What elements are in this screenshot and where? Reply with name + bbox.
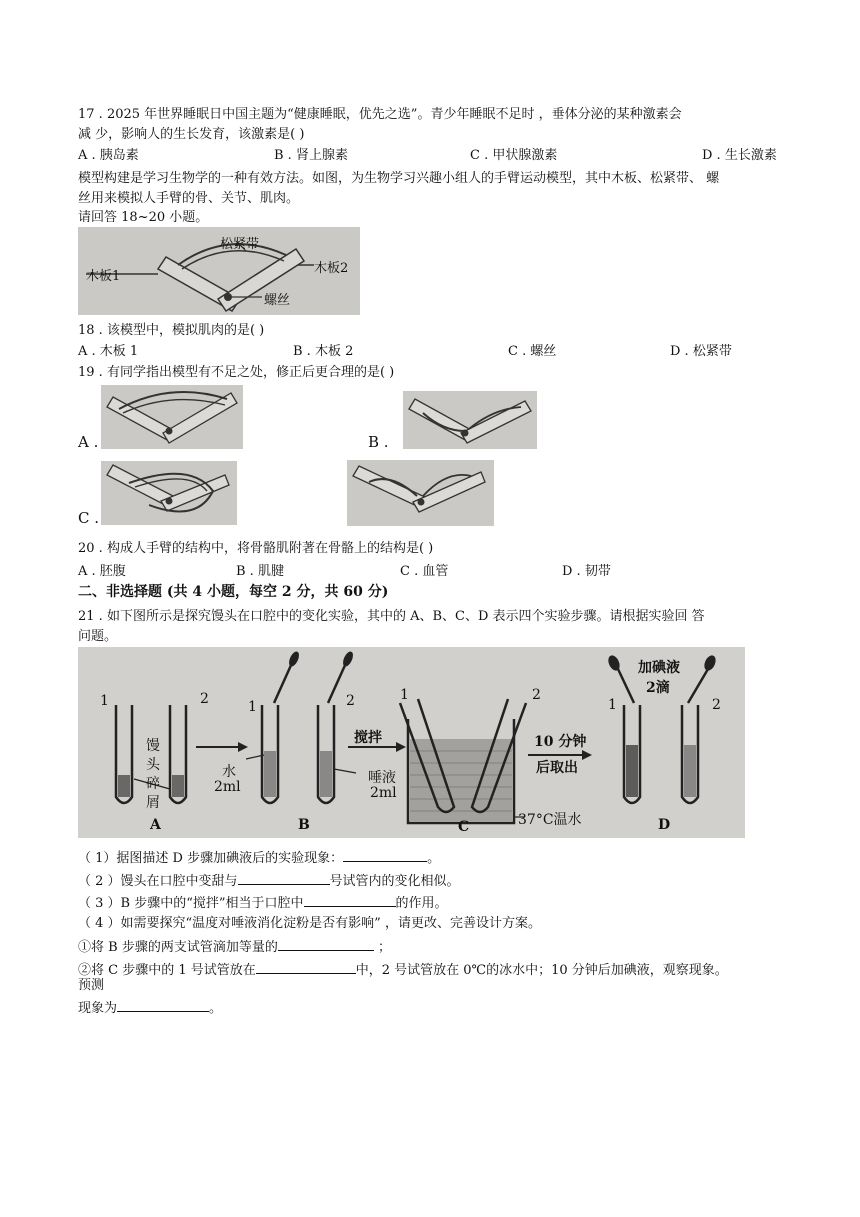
q21-sub1-text: （ 1）据图描述 D 步骤加碘液后的实验现象： <box>78 851 344 866</box>
q21-sub4-1 <box>78 937 391 956</box>
answer-blank-4[interactable] <box>278 937 374 951</box>
step-label-a: A <box>150 817 161 833</box>
answer-blank-1[interactable] <box>343 848 427 862</box>
q21-sub2 <box>78 871 460 890</box>
tube-number-a2: 2 <box>200 691 209 707</box>
q21-sub3-end: 的作用。 <box>395 896 448 911</box>
q19-stem: 19 . 有同学指出模型有不足之处，修正后更合理的是( ) <box>78 365 395 380</box>
answer-blank-5[interactable] <box>256 960 356 974</box>
tube-number-d1: 1 <box>608 697 617 713</box>
experiment-figure <box>78 647 745 838</box>
iodine-label-2: 2滴 <box>646 680 670 696</box>
q17-option-c: C . 甲状腺激素 <box>470 148 558 163</box>
time-label-1: 10 分钟 <box>534 734 587 750</box>
arm-model-figure <box>78 227 360 315</box>
intro-line3: 请回答 18~20 小题。 <box>78 210 209 225</box>
q21-sub4-4-text: 现象为 <box>78 1001 118 1016</box>
q17-line1: 17 . 2025 年世界睡眠日中国主题为“健康睡眠，优先之选”。青少年睡眠不足时 ，垂体分泌的某种激素会 <box>78 107 682 122</box>
q19-option-b-figure <box>403 391 537 449</box>
q18-option-d: D . 松紧带 <box>670 344 732 359</box>
tube-number-b1: 1 <box>248 699 257 715</box>
q18-option-a: A . 木板 1 <box>78 344 139 359</box>
q17-option-b: B . 肾上腺素 <box>274 148 348 163</box>
tube-number-a1: 1 <box>100 693 109 709</box>
label-screw: 螺丝 <box>264 293 291 308</box>
q21-line2: 问题。 <box>78 629 118 644</box>
water-label: 水 <box>222 764 236 780</box>
tube-number-c1: 1 <box>400 687 409 703</box>
bath-label: 37°C温水 <box>518 812 582 828</box>
q18-option-b: B . 木板 2 <box>293 344 354 359</box>
q21-sub4: （ 4 ）如需要探究“温度对唾液消化淀粉是否有影响” ，请更改、完善设计方案。 <box>78 916 541 931</box>
intro-line2: 丝用来模拟人手臂的骨、关节、肌肉。 <box>78 191 300 206</box>
q17-option-a: A . 胰岛素 <box>78 148 139 163</box>
q21-sub4-2-end: 中，2 号试管放在 0℃的冰水中；10 分钟后加碘液，观察现象。 <box>355 963 728 978</box>
tube-number-b2: 2 <box>346 693 355 709</box>
q21-sub4-4 <box>78 998 222 1017</box>
step-label-c: C <box>458 819 470 835</box>
tube-number-d2: 2 <box>712 697 721 713</box>
q18-option-c: C . 螺丝 <box>508 344 557 359</box>
q21-sub1-end: 。 <box>427 851 441 866</box>
answer-blank-2[interactable] <box>238 871 330 885</box>
q21-sub4-2-text: ②将 C 步骤中的 1 号试管放在 <box>78 963 256 978</box>
q21-sub4-1-text: ①将 B 步骤的两支试管滴加等量的 <box>78 940 278 955</box>
saliva-volume-label: 2ml <box>370 785 397 801</box>
q19-label-c: C . <box>78 509 100 527</box>
q19-label-a: A . <box>78 433 99 451</box>
q19-option-d-figure <box>347 460 494 526</box>
q21-sub2-text: （ 2 ）馒头在口腔中变甜与 <box>78 874 238 889</box>
q21-sub4-3: 预测 <box>78 978 105 993</box>
q19-option-c-figure <box>101 461 237 525</box>
tube-number-c2: 2 <box>532 687 541 703</box>
q17-option-d: D . 生长激素 <box>702 148 777 163</box>
saliva-label: 唾液 <box>368 770 396 786</box>
q21-line1: 21 . 如下图所示是探究馒头在口腔中的变化实验，其中的 A、B、C、D 表示四个实验步骤。请根据实验回 答 <box>78 609 705 624</box>
section2-heading: 二、非选择题 (共 4 小题，每空 2 分，共 60 分) <box>78 584 389 600</box>
q21-sub4-2 <box>78 960 728 979</box>
label-band: 松紧带 <box>220 237 260 252</box>
water-volume-label: 2ml <box>214 779 241 795</box>
stir-label: 搅拌 <box>354 730 382 746</box>
q21-sub4-4-end: 。 <box>209 1001 223 1016</box>
q21-sub4-1-end: ； <box>373 940 391 955</box>
time-label-2: 后取出 <box>536 760 578 776</box>
q21-sub1 <box>78 848 440 867</box>
intro-line1: 模型构建是学习生物学的一种有效方法。如图，为生物学习兴趣小组人的手臂运动模型，其中木板、松紧带、 螺 <box>78 171 720 186</box>
step-label-b: B <box>298 817 310 833</box>
mantou-label: 馒头碎屑 <box>146 738 160 811</box>
answer-blank-3[interactable] <box>304 893 396 907</box>
q20-stem: 20 . 构成人手臂的结构中，将骨骼肌附著在骨骼上的结构是( ) <box>78 541 434 556</box>
step-label-d: D <box>658 817 671 833</box>
q21-sub2-end: 号试管内的变化相似。 <box>329 874 460 889</box>
q21-sub3-text: （ 3 ）B 步骤中的“搅拌”相当于口腔中 <box>78 896 304 911</box>
q21-sub3 <box>78 893 448 912</box>
q20-option-c: C . 血管 <box>400 564 449 579</box>
q20-option-b: B . 肌腱 <box>236 564 284 579</box>
q17-line2: 减 少，影响人的生长发育，该激素是( ) <box>78 127 305 142</box>
q20-option-d: D . 韧带 <box>562 564 611 579</box>
q19-label-b: B . <box>368 433 389 451</box>
label-board2: 木板2 <box>314 261 349 276</box>
q18-stem: 18 . 该模型中，模拟肌肉的是( ) <box>78 323 265 338</box>
label-board1: 木板1 <box>86 269 121 284</box>
iodine-label-1: 加碘液 <box>638 660 680 676</box>
q19-option-a-figure <box>101 385 243 449</box>
answer-blank-6[interactable] <box>117 998 209 1012</box>
q20-option-a: A . 胚腹 <box>78 564 126 579</box>
